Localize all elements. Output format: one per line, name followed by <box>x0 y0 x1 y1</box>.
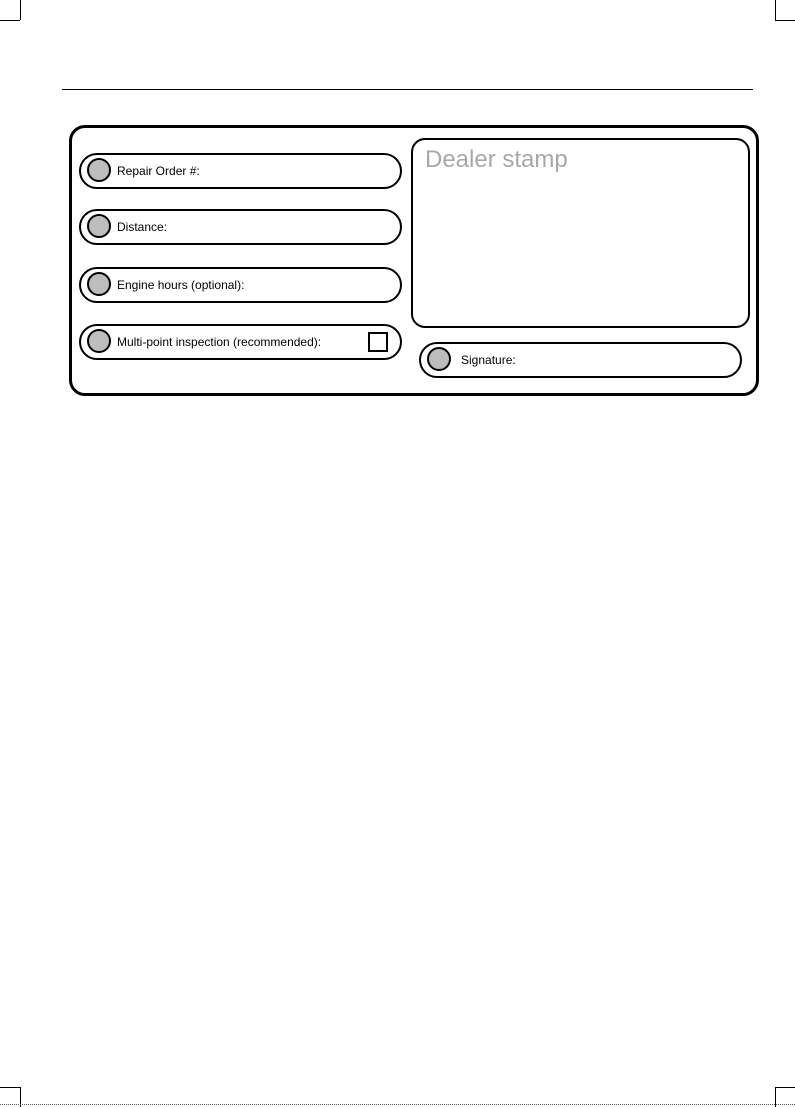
inspection-checkbox[interactable] <box>368 332 388 352</box>
distance-field[interactable] <box>79 209 402 245</box>
crop-mark-top-left <box>20 0 21 20</box>
signature-label: Signature: <box>461 353 516 367</box>
dealer-stamp-placeholder: Dealer stamp <box>425 146 568 173</box>
circle-marker-icon <box>87 272 111 296</box>
footer-dotted-line <box>0 1104 795 1105</box>
circle-marker-icon <box>427 347 451 371</box>
crop-mark-bottom-left-h <box>0 1087 20 1088</box>
inspection-label: Multi-point inspection (recommended): <box>117 335 322 349</box>
distance-label: Distance: <box>117 220 168 234</box>
engine-hours-field[interactable] <box>79 267 402 303</box>
circle-marker-icon <box>87 329 111 353</box>
repair-order-field[interactable] <box>79 153 402 189</box>
crop-mark-top-right <box>775 0 776 20</box>
inspection-field[interactable] <box>79 324 402 360</box>
dealer-stamp-area <box>411 138 750 328</box>
signature-field[interactable] <box>419 342 742 378</box>
repair-order-label: Repair Order #: <box>117 164 200 178</box>
circle-marker-icon <box>87 214 111 238</box>
crop-mark-top-right-h <box>775 20 795 21</box>
crop-mark-top-left-h <box>0 20 20 21</box>
engine-hours-label: Engine hours (optional): <box>117 278 245 292</box>
circle-marker-icon <box>87 158 111 182</box>
header-rule <box>62 89 753 90</box>
crop-mark-bottom-right-h <box>775 1087 795 1088</box>
